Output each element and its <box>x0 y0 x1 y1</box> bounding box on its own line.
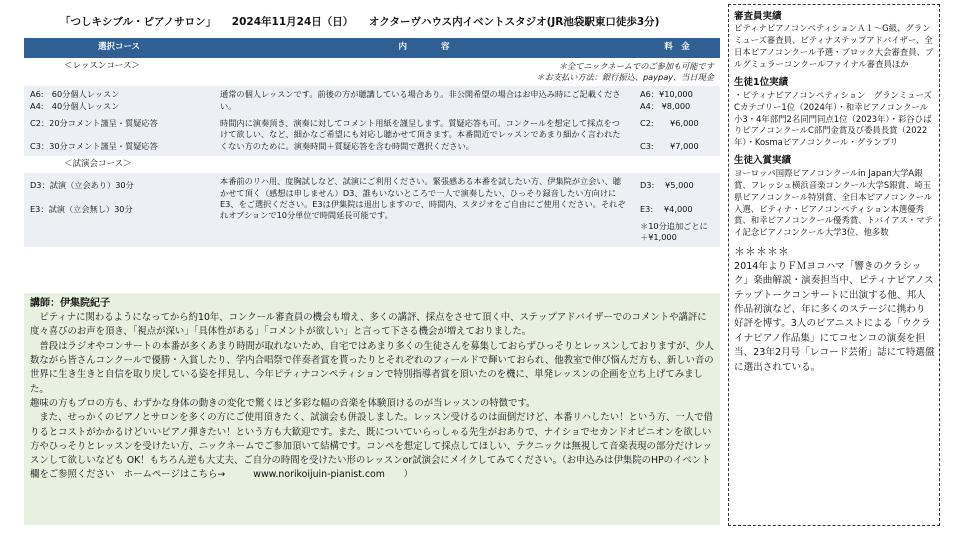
course-cell <box>24 173 214 246</box>
column-header-course: 選択コース <box>24 38 214 58</box>
fee-c2: C2: ¥6,000 <box>640 117 699 128</box>
table-row <box>24 115 720 156</box>
teacher-paragraph: また、せっかくのピアノとサロンを多くの方にご使用頂きたく、試演会も併設しました。レッスン受けるのは面倒だけど、本番リハしたい！という方、一人で借りるとコストがかかるけどいいピアノ弾きたい！という方も大歓迎です。また、既についていらっしゃる先生がおありで、ナイショでセカンドオピニオンを欲しい方やひっそりとレッスンを受けたい方、ニックネームでご参加頂いて結構です。コンペを想定して採点してほしい、テクニックは無視して音楽表現の部分だけレッスンして欲しいなども OK！もちろん逆も大丈夫、ご自分の時間を受けたい形のレッスンor試演会にメイクしてみてください。（お申込みは伊集院のHPのイベント欄をご参照ください ホームページはこちら→ www.norikoijuin-pianist.com ） <box>30 412 713 481</box>
course-a6: A6: 60分個人レッスン <box>30 89 120 100</box>
achievements-sidebar <box>728 4 940 526</box>
page-header <box>60 14 700 29</box>
section-text: ヨーロッパ国際ピアノコンクールin Japan大学A銀賞、フレッシュ横浜音楽コンクール大学S銀賞、埼玉県ピアノコンクール特別賞、全日本ピアノコンクール入選、ピティナ・ピアノコンペティション本選優秀賞、和幸ピアノコンクール優秀賞、トバイアス・マテイ記念ピアノコンクール大学3位、他多数 <box>734 167 933 238</box>
teacher-paragraph: 普段はラジオやコンサートの本番が多くあまり時間が取れないため、自宅ではあまり多くの生徒さんを募集しておらずひっそりとレッスンしておりますが、少人数ながら皆さんコンクールで優勝・入賞したり、学内合唱祭で伴奏者賞を貰ったりとそれぞれのフィールドで輝いておられ、他教室で伸び悩んだ方も、新しい音の世界に生き生きと自信を取り戻している姿を拝見し、今年ピティナコンペティションで特別指導者賞を頂いたのを機に、単発レッスンの企画を立ち上げてみました。 <box>30 340 714 395</box>
fee-c3: C3: ¥7,000 <box>640 141 699 152</box>
content-cell: 通常の個人レッスンです。前後の方が聴講している場合あり。非公開希望の場合はお申込み時にご記載ください。 <box>214 86 634 115</box>
star-divider: ＊＊＊＊＊ <box>734 245 789 259</box>
course-cell <box>24 115 214 156</box>
trial-section-title: ＜試演会コース＞ <box>24 156 720 174</box>
fee-a4: A4： ¥8,000 <box>640 100 691 111</box>
fee-cell <box>634 115 720 156</box>
content-cell: 時間内に演奏頂き、演奏に対してコメント用紙を謹呈します。質疑応答も可。コンクールを想定して採点をつけて欲しい、など、細かなご希望にも対応し聴かせて頂きます。本番間近でレッスンであまり細かく言われたくない方のために。演奏時間＋質疑応答を含む時間で選択ください。 <box>214 115 634 156</box>
course-table <box>24 38 720 247</box>
table-row <box>24 173 720 246</box>
course-cell <box>24 86 214 115</box>
column-header-fee: 料 金 <box>634 38 720 58</box>
fee-e3: E3: ¥4,000 <box>640 203 693 214</box>
event-date: 2024年11月24日（日） <box>231 16 354 28</box>
lesson-notes <box>214 58 720 87</box>
student-first-place <box>734 76 935 149</box>
fee-a6: A6：¥10,000 <box>640 89 693 100</box>
course-a4: A4: 40分個人レッスン <box>30 100 120 111</box>
event-title: 「つしキシブル・ピアノサロン」 <box>60 16 217 28</box>
table-row <box>24 86 720 115</box>
nickname-note: ＊全てニックネームでのご参加も可能です <box>558 60 714 71</box>
column-header-content: 内 容 <box>214 38 634 58</box>
course-c2: C2：20分コメント謹呈・質疑応答 <box>30 117 158 128</box>
fee-extension-note: ＊10分追加ごとに＋¥1,000 <box>640 220 708 243</box>
biography-text: 2014年よりＦＭヨコハマ「響きのクラシック」楽曲解説・演奏担当中、ピティナピアノステップトークコンサートに出演する他、邦人作品初演など、年に多くのステージに携わり好評を博す。3人のピアニストによる「ウクライナピアノ作品集」にてコセンコの演奏を担当、23年2月号「レコード芸術」誌にて特選盤に選出されている。 <box>734 260 935 373</box>
fee-cell <box>634 86 720 115</box>
course-e3: E3：試演（立会無し）30分 <box>30 203 133 214</box>
section-text: ・ピティナピアノコンペティション グランミューズCカテゴリー1位（2024年）・和幸ピアノコンクール小3・4年部門2名同門同点1位（2023年）・彩谷ひばりピアノコンクールC部門金賞及び委員長賞（2022年）・Kosmaピアノコンクール・グランプリ <box>734 89 932 148</box>
fee-d3: D3: ¥5,000 <box>640 180 694 191</box>
section-text: ピティナピアノコンペティションＡ１～G級、グランミューズ審査員、ピティナステップアドバイザー、全日本ピアノコンクール予選・ブロック大会審査員、ブルグミュラーコンクールファイナル審査員ほか <box>734 23 934 70</box>
section-title: 審査員実績 <box>734 11 782 22</box>
trial-section-row <box>24 156 720 174</box>
teacher-paragraph: ピティナに関わるようになってから約10年、コンクール審査員の機会も増え、多くの講評、採点をさせて頂く中、ステップアドバイザーでのコメントや講評に度々喜びのお声を頂き、「視点が深い」「具体性がある」「コメントが欲しい」と言って下さる機会が増えておりました。 <box>30 312 707 338</box>
section-title: 生徒入賞実績 <box>734 155 792 167</box>
table-header-row <box>24 38 720 58</box>
teacher-profile <box>24 293 720 525</box>
student-awards <box>734 154 935 239</box>
payment-note: ＊お支払い方法：銀行振込、paypay、当日現金 <box>536 72 714 83</box>
lesson-section-title: ＜レッスンコース＞ <box>24 58 214 87</box>
teacher-name: 講師：伊集院紀子 <box>30 298 110 309</box>
lesson-section-row <box>24 58 720 87</box>
judge-achievements <box>734 10 935 71</box>
course-c3: C3：30分コメント謹呈・質疑応答 <box>30 141 158 152</box>
event-venue: オクターヴハウス内イベントスタジオ(JR池袋駅東口徒歩3分) <box>368 16 660 28</box>
course-d3: D3：試演（立会あり）30分 <box>30 180 134 191</box>
teacher-paragraph: 趣味の方もプロの方も、わずかな身体の動きの変化で驚くほど多彩な幅の音楽を体験頂けるのが当レッスンの特徴です。 <box>30 397 536 409</box>
fee-cell <box>634 173 720 246</box>
section-title: 生徒1位実績 <box>734 77 789 89</box>
content-cell: 本番前のリハ用、度胸試しなど、試演にご利用ください。緊張感ある本番を試したい方、伊集院が立会い、聴かせて頂く（感想は申しません）D3、誰もいないところで一人で演奏したい、ひっそり録音したい方向けにE3、をご選択ください。E3は伊集院は退出しますので、時間内、スタジオをご自由にご使用ください。それぞれオプションで10分単位で時間延長可能です。 <box>214 173 634 246</box>
